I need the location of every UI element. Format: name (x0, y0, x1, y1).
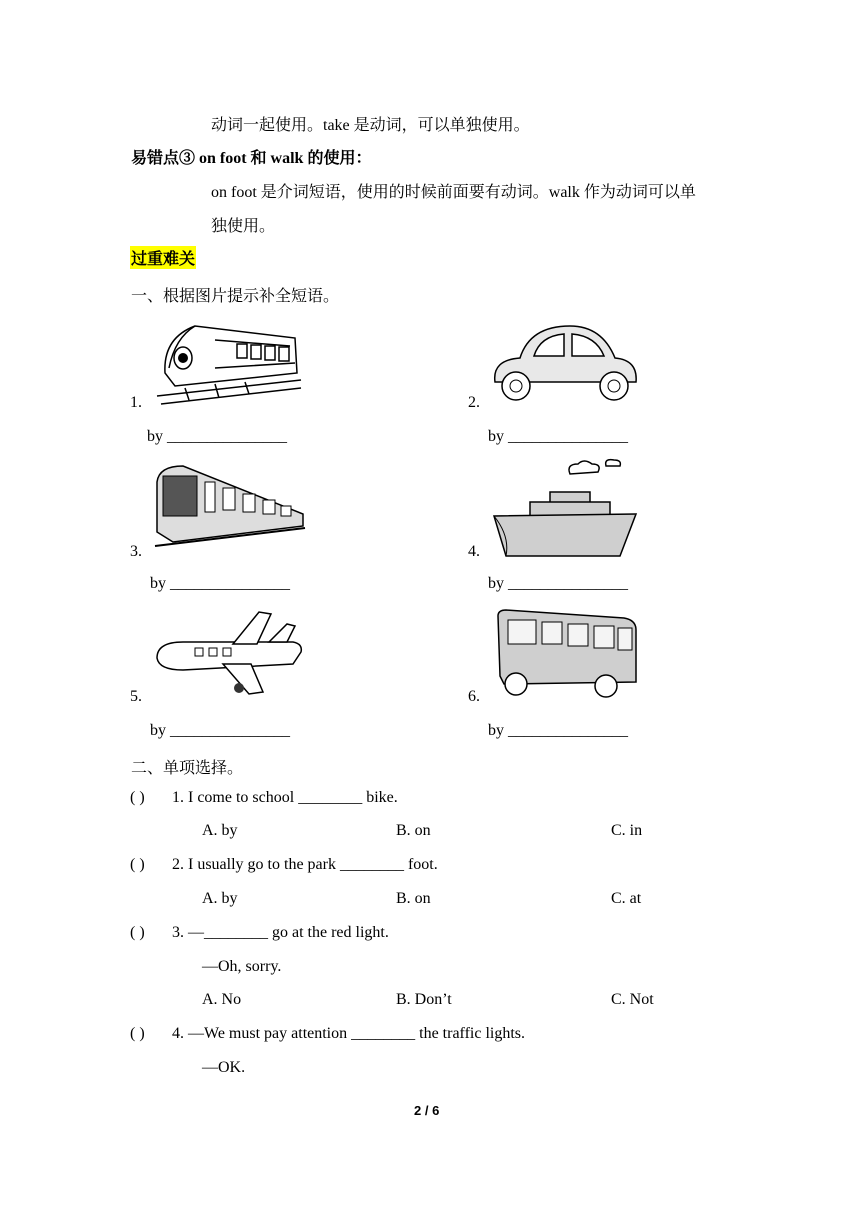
option-c: C. Not (611, 991, 654, 1008)
answer-paren[interactable]: ( ) (130, 924, 145, 941)
option-c: C. in (611, 822, 643, 839)
question-reply: —Oh, sorry. (202, 958, 282, 975)
item-number: 4. (468, 543, 480, 560)
fill-blank: by _______________ (488, 428, 628, 445)
fill-blank: by _______________ (150, 575, 290, 592)
fill-blank: by _______________ (147, 428, 287, 445)
error-point-line: 独使用。 (211, 218, 276, 235)
fill-blank: by _______________ (488, 722, 628, 739)
subway-icon (153, 462, 307, 548)
intro-line: 动词一起使用。take 是动词，可以单独使用。 (211, 117, 530, 134)
question-stem: 1. I come to school ________ bike. (172, 789, 398, 806)
option-a: A. No (202, 991, 242, 1008)
item-number: 1. (130, 394, 142, 411)
item-number: 5. (130, 688, 142, 705)
ship-icon (490, 456, 640, 560)
high-speed-train-icon (155, 318, 303, 408)
error-point-title: 易错点③ on foot 和 walk 的使用： (131, 150, 372, 167)
part2-title: 二、单项选择。 (131, 760, 244, 777)
bus-icon (494, 606, 640, 698)
item-number: 2. (468, 394, 480, 411)
question-reply: —OK. (202, 1059, 246, 1076)
option-b: B. Don’t (396, 991, 452, 1008)
answer-paren[interactable]: ( ) (130, 856, 145, 873)
option-b: B. on (396, 890, 431, 907)
page-number: 2 / 6 (414, 1103, 440, 1118)
part1-title: 一、根据图片提示补全短语。 (131, 288, 340, 305)
item-number: 6. (468, 688, 480, 705)
error-point-line: on foot 是介词短语，使用的时候前面要有动词。walk 作为动词可以单 (211, 184, 696, 201)
answer-paren[interactable]: ( ) (130, 1025, 145, 1042)
question-stem: 2. I usually go to the park ________ foot. (172, 856, 438, 873)
section-tag: 过重难关 (130, 246, 196, 269)
car-icon (490, 320, 640, 406)
question-stem: 3. —________ go at the red light. (172, 924, 389, 941)
item-number: 3. (130, 543, 142, 560)
answer-paren[interactable]: ( ) (130, 789, 145, 806)
question-stem: 4. —We must pay attention ________ the traffic lights. (172, 1025, 526, 1042)
plane-icon (153, 608, 305, 700)
fill-blank: by _______________ (488, 575, 628, 592)
option-c: C. at (611, 890, 642, 907)
option-a: A. by (202, 822, 238, 839)
option-b: B. on (396, 822, 431, 839)
fill-blank: by _______________ (150, 722, 290, 739)
option-a: A. by (202, 890, 238, 907)
